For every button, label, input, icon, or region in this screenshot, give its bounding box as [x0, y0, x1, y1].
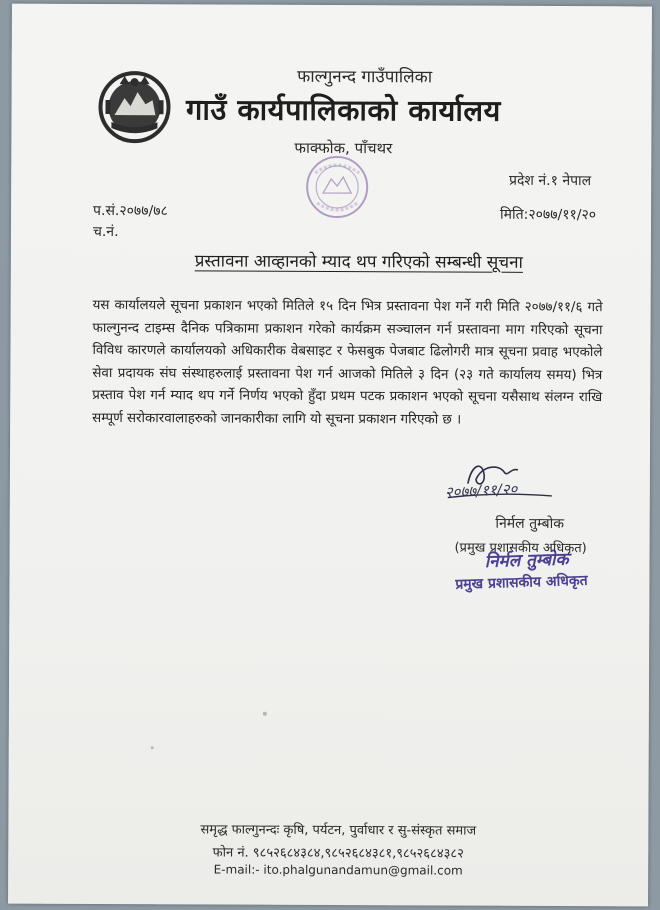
- municipality-name: फाल्गुनन्द गाउँपालिका: [297, 66, 433, 88]
- office-seal-stamp: [303, 153, 371, 221]
- footer-phone: फोन नं. ९८५२६८४३८४,९८५२६८४३८१,९८५२६८४३८२: [212, 845, 464, 862]
- paper-speck: [263, 712, 267, 716]
- footer-slogan: समृद्ध फाल्गुनन्दः कृषि, पर्यटन, पुर्वाधार र सु-संस्कृत समाज: [200, 822, 477, 839]
- signer-title: (प्रमुख प्रशासकीय अधिकृत): [454, 540, 587, 557]
- paper-speck: [151, 746, 154, 749]
- province-label: प्रदेश नं.१ नेपाल: [508, 172, 592, 190]
- signature-date: २०७७/११/२०: [444, 479, 518, 502]
- notice-body: यस कार्यालयले सूचना प्रकाशन भएको मितिले १५ दिन भित्र प्रस्तावना पेश गर्ने गरी मिति २०७७/११/६ गते फाल्गुनन्द टाइम्स दैनिक पत्रिकामा प्रकाशन गरेको कार्यक्रम सञ्चालन गर्न प्रस्तावना माग गरिएको सूचना विविध कारणले कार्यालयको अधिकारीक वेबसाइट र फेसबुक पेजबाट ढिलोगरी मात्र सूचना प्रवाह भएकोले सेवा प्रदायक संघ संस्थाहरुलाई प्रस्तावना पेश गर्न आजको मितिले ३ दिन (२३ गते कार्यालय समय) भित्र प्रस्ताव पेश गर्न म्याद थप गर्ने निर्णय भएको हुँदा प्रथम पटक प्रकाशन भएको सूचना यसैसाथ संलग्न राखि सम्पूर्ण सरोकारवालाहरुको जानकारीका लागि यो सूचना प्रकाशन गरिएको छ ।: [92, 297, 603, 428]
- name-stamp: निर्मल तुम्बोक: [484, 549, 569, 573]
- signer-name: निर्मल तुम्बोक: [495, 515, 565, 533]
- notice-subject: प्रस्तावना आव्हानको म्याद थप गरिएको सम्बन्धी सूचना: [194, 251, 524, 273]
- issue-date: मिति:२०७७/११/२०: [500, 206, 597, 224]
- title-stamp: प्रमुख प्रशासकीय अधिकृत: [455, 572, 588, 593]
- footer-email: E-mail:- ito.phalgunandamun@gmail.com: [213, 862, 463, 878]
- office-title: गाउँ कार्यपालिकाको कार्यालय: [185, 92, 501, 128]
- dispatch-number: च.नं.: [92, 223, 119, 241]
- document-page: [8, 4, 652, 907]
- reference-number: प.सं.२०७७/७८: [93, 202, 168, 220]
- nepal-emblem-logo: [97, 70, 171, 144]
- office-address: फाक्फोक, पाँचथर: [294, 138, 393, 158]
